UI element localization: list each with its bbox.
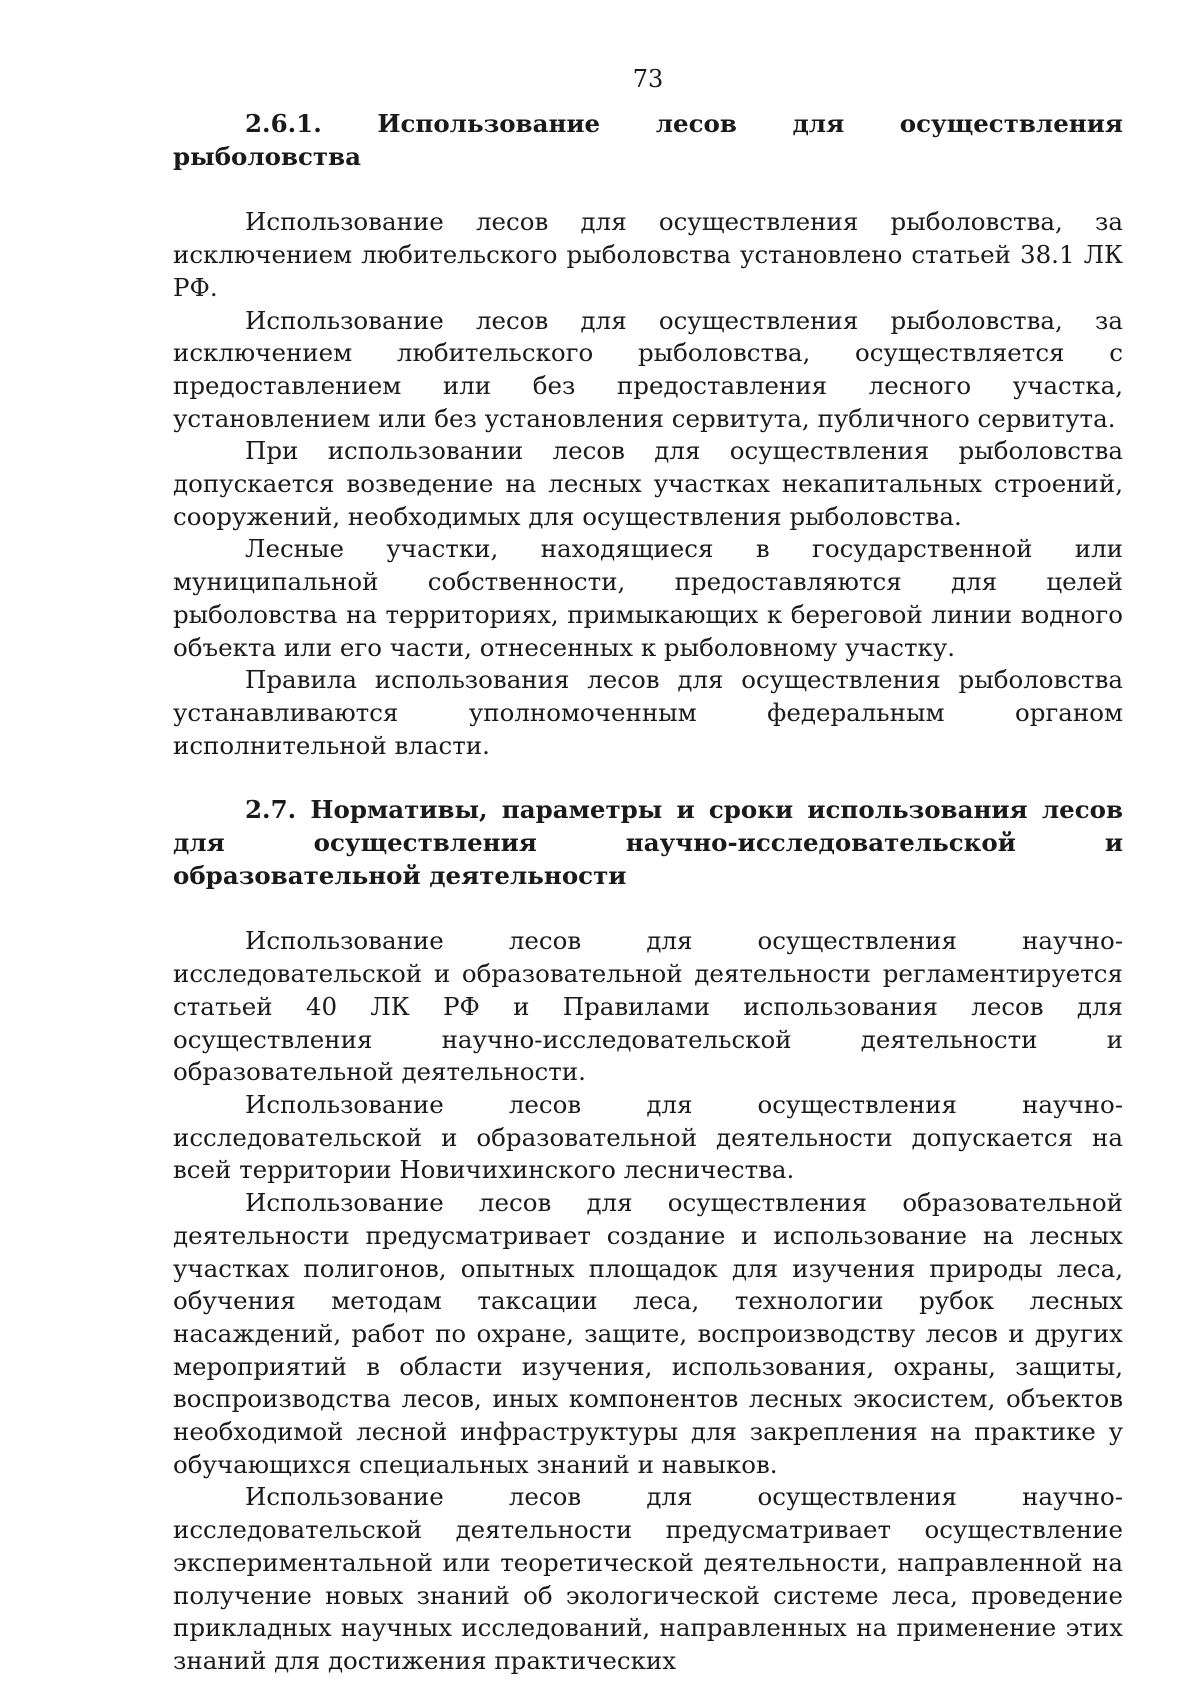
document-page bbox=[173, 64, 1123, 1678]
paragraph: Использование лесов для осуществления рыболовства, за исключением любительского рыболовства, осуществляется с предоставлением или без предоставления лесного участка, установлением или без установления сервитута, публичного сервитута. bbox=[173, 305, 1123, 433]
paragraph: Использование лесов для осуществления научно-исследовательской и образовательной деятельности регламентируется статьей 40 ЛК РФ и Правилами использования лесов для осуществления научно-исследовательской деятельности и образовательной деятельности. bbox=[173, 926, 1123, 1087]
paragraph: При использовании лесов для осуществления рыболовства допускается возведение на лесных участках некапитальных строений, сооружений, необходимых для осуществления рыболовства. bbox=[173, 436, 1123, 531]
paragraph: Правила использования лесов для осуществления рыболовства устанавливаются уполномоченным федеральным органом исполнительной власти. bbox=[173, 665, 1123, 760]
paragraph: Использование лесов для осуществления рыболовства, за исключением любительского рыболовства установлено статьей 38.1 ЛК РФ. bbox=[173, 207, 1123, 302]
section-heading-2-7: 2.7. Нормативы, параметры и сроки использования лесов для осуществления научно-исследовательской и образовательной деятельности bbox=[173, 795, 1123, 890]
page-number: 73 bbox=[632, 65, 664, 93]
section-research-education bbox=[173, 794, 1123, 1677]
paragraph: Использование лесов для осуществления научно-исследовательской деятельности предусматривает осуществление экспериментальной или теоретической деятельности, направленной на получение новых знаний об экологической системе леса, проведение прикладных научных исследований, направленных на применение этих знаний для достижения практических bbox=[173, 1482, 1123, 1675]
section-fishing bbox=[173, 108, 1123, 762]
paragraph: Использование лесов для осуществления научно-исследовательской и образовательной деятельности допускается на всей территории Новичихинского лесничества. bbox=[173, 1089, 1123, 1185]
section-heading-2-6-1: 2.6.1. Использование лесов для осуществления рыболовства bbox=[173, 109, 1123, 171]
paragraph: Лесные участки, находящиеся в государственной или муниципальной собственности, предоставляются для целей рыболовства на территориях, примыкающих к береговой линии водного объекта или его части, отнесенных к рыболовному участку. bbox=[173, 534, 1123, 662]
paragraph: Использование лесов для осуществления образовательной деятельности предусматривает создание и использование на лесных участках полигонов, опытных площадок для изучения природы леса, обучения методам таксации леса, технологии рубок лесных насаждений, работ по охране, защите, воспроизводству лесов и других мероприятий в области изучения, использования, охраны, защиты, воспроизводства лесов, иных компонентов лесных экосистем, объектов необходимой лесной инфраструктуры для закрепления на практике у обучающихся специальных знаний и навыков. bbox=[173, 1188, 1123, 1479]
